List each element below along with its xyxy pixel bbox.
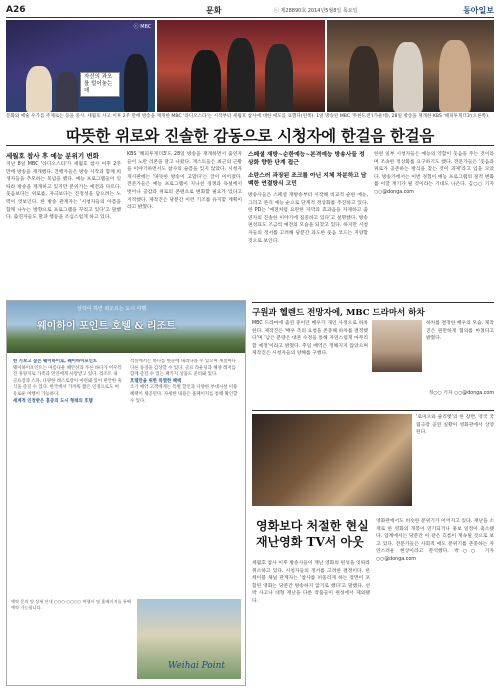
ad-title: 웨이하이 포인트 호텔 & 리조트 (37, 321, 176, 332)
page-number: A26 (6, 5, 26, 15)
person-figure (227, 38, 255, 112)
photo-happy-together (327, 20, 494, 112)
header-rule (6, 17, 494, 18)
ad-body (13, 359, 239, 591)
article-divider (252, 302, 494, 303)
ad-tagline: 상하이 하면 떠오르는 도시 여행 (77, 306, 147, 312)
ad-paragraph: 객실에서는 바다를 한눈에 내려다볼 수 있으며 계절마다 다른 풍경을 감상할 수 있다. 골프 라운딩과 해양 레저를 함께 즐길 수 있는 패키지 상품도 준비돼 있다. (130, 359, 236, 378)
article-column-4: 한편 일부 시청자들은 예능의 역할이 웃음을 주는 것이라며 조속한 정상화를 요구하기도 했다. 전문가들은 '웃음과 위로가 공존하는 방식을 찾는 것이 과제'라고 입을 모았다. 방송가에서는 이번 경험이 예능 프로그램의 질적 변화를 이끌 계기가 될 것이라는 기대도 나온다. 김○○ 기자 ○○@donga.com (374, 152, 494, 195)
film-scene-photo (252, 414, 412, 506)
ad-footer (11, 599, 241, 681)
person-figure (124, 54, 148, 112)
person-figure (191, 50, 221, 112)
article2-body: MBC 드라마에 출연 중이던 배우가 개인 사정으로 하차한다. 제작진은 '배우 측의 요청을 존중해 하차를 결정했다'며 '남은 분량은 대본 수정을 통해 자연스럽게 마무리할 예정'이라고 밝혔다. 후임 배역은 정해지지 않았으며 제작진은 시청자들의 양해를 구했다. (252, 321, 368, 357)
article2-reporter: 정○○ 기자 ○○@donga.com (428, 391, 494, 396)
resort-logo: Weihai Point (167, 661, 225, 671)
ad-section-heading: 호텔만을 위한 특별한 혜택 (130, 378, 182, 384)
photo-radio-star (6, 20, 155, 112)
person-figure (56, 72, 78, 112)
article3-body-1: 세월호 참사 이후 방송사들이 재난 영화의 편성을 잇따라 취소하고 있다. 시청자들의 정서를 고려한 결정이다. 한 케이블 채널 관계자는 '참사를 떠올리게 하는 장면이 포함된 영화는 당분간 방송하지 않기로 했다'고 말했다. 선박 사고나 대형 재난을 다룬 작품들이 편성에서 제외됐다. (252, 561, 370, 604)
ad-paragraph: 조기 예약 고객에게는 특별 할인과 다양한 부대시설 이용 혜택이 제공된다. 자세한 내용은 홈페이지를 통해 확인할 수 있다. (130, 385, 238, 404)
person-figure (349, 46, 379, 112)
article2-headline: 구원과 헬렌드 전망자에, MBC 드라마서 하차 (252, 308, 425, 318)
article3-photo-caption: '로미오와 줄리엣'의 한 장면. 영국 국립극장 공연 실황이 영화관에서 상영된다. (416, 415, 494, 436)
top-photo-strip (6, 20, 494, 112)
page-header (6, 4, 494, 16)
photo-overlay-caption: 자신의 과오를 털어놓는데 (80, 72, 120, 97)
article3-headline: 영화보다 처절한 현실 재난영화 TV서 아웃 (256, 519, 369, 549)
article-callout-1: 스페셜 재방~순한예능~본격예능 방송사들 정상화 향한 단계 접근 (248, 152, 365, 166)
person-figure (265, 44, 293, 112)
article-column-2: KBS '해피투게더3'도 28일 방송을 재개하면서 출연자들이 노란 리본을 달고 나왔다. 게스트들은 최근의 근황을 이야기하면서도 참사의 슬픔을 잊지 않았다. 시청자 게시판에는 '따뜻한 방송이 고맙다'는 글이 이어졌다. 전문가들은 예능 프로그램이 지나친 경쟁과 독설에서 벗어나 공감과 위로의 콘텐츠로 변화할 필요가 있다고 지적했다. 제작진은 당분간 이런 기조를 유지할 계획이라고 밝혔다. (127, 152, 242, 211)
article-column-1: 지난 8일 MBC '라디오스타'가 세월호 참사 이후 2주 만에 방송을 재개했다. 진행자들은 방송 시작과 함께 희생자들을 추모하는 묵념을 했다. 예능 프로그램들이 잇따라 방송을 재개하고 있지만 분위기는 예전과 다르다. 웃음보다는 위로를, 자극보다는 진정성을 담으려는 노력이 엿보인다. 한 방송 관계자는 '시청자들의 아픔을 함께 나누는 방향으로 프로그램을 꾸리고 있다'고 말했다. 출연자들도 말과 행동을 조심스럽게 하고 있다. (6, 162, 121, 221)
headline-rule (6, 145, 494, 146)
photo-caption: 문화와 예술 우가를 주제로는 등을 중시. 세월호 사고 이후 2주 만에 방송을 재개한 MBC '라디오스타'는 시작부터 세월호 참사에 대한 애도를 표했다(왼쪽). 1일 방송된 MBC '무한도전'(가운데), 28일 방송을 재개한 KBS '해피투게더3'(오른쪽). (6, 114, 490, 119)
photo-infinite-challenge (157, 20, 324, 112)
article-callout-2: 소란스러 과장된 조크를 아닌 지체 차분하고 담백한 연결방식 고민 (248, 173, 367, 187)
hotel-advertisement (6, 300, 246, 686)
issue-meta: ⓒ 제28890호 2014년5월8일 목요일 (274, 7, 358, 14)
section-name: 문화 (206, 5, 222, 15)
actress-portrait (372, 320, 422, 372)
article2-photo-caption: 하차를 결정한 배우의 모습. 제작진은 원만하게 협의를 마쳤다고 밝혔다. (426, 321, 494, 342)
person-figure (439, 40, 471, 112)
article-subhead: 세월호 참사 후 예능 분위기 변화 (6, 152, 99, 160)
person-figure (393, 42, 423, 112)
article3-body-2: 영화관에서도 비슷한 분위기가 이어지고 있다. 재난을 소재로 한 영화의 개봉이 연기되거나 홍보 일정이 축소됐다. 업계에서는 당분간 이 같은 흐름이 계속될 것으로 보고 있다. 전문가들은 사회적 애도 분위기를 존중하는 자연스러운 현상이라고 분석했다. 박○○ 기자 ○○@donga.com (376, 519, 494, 562)
broadcaster-badge: ⓒ MBC (133, 24, 152, 30)
newspaper-logo: 동아일보 (463, 4, 494, 15)
ad-section-heading: 한 가보고 싶은 웨이하이로, 웨이하이포인트 (13, 359, 98, 364)
person-figure (26, 66, 52, 112)
ad-contact-text: 예약 문의 및 상세 안내 ○○○-○○○○ 여행사 및 홈페이지를 통해 예약 가능합니다. (11, 599, 131, 610)
article-divider (252, 410, 494, 411)
ad-section-heading: 세계적 인정받은 홍콩의 도시 형태의 호텔 (13, 398, 93, 404)
main-headline: 따뜻한 위로와 진솔한 감동으로 시청자에 한걸음 한걸음 (65, 126, 435, 145)
article-column-3: 방송사들은 스페셜 재방송부터 시작해 비교적 순한 예능, 그리고 본격 예능 순으로 단계적 정상화를 추진하고 있다. 한 PD는 '예전처럼 요란한 자막과 효과음을 자제하고 출연자의 진솔한 이야기에 집중하고 있다'고 설명했다. 방송 편성표도 조금씩 예전의 모습을 되찾고 있다. 하지만 시청자들의 정서를 고려해 당분간 과도한 웃음 코드는 지양할 것으로 보인다. (248, 193, 368, 244)
ad-paragraph: 웨이하이포인트는 아름다운 해안선과 푸른 바다가 어우러진 휴양지로 가족과 연인에게 사랑받고 있다. 리조트 내 골프장과 스파, 다양한 레스토랑이 마련돼 있어 편안한 휴식을 즐길 수 있다. 한국에서 가까워 짧은 일정으로도 여유로운 여행이 가능하다. (13, 365, 122, 397)
